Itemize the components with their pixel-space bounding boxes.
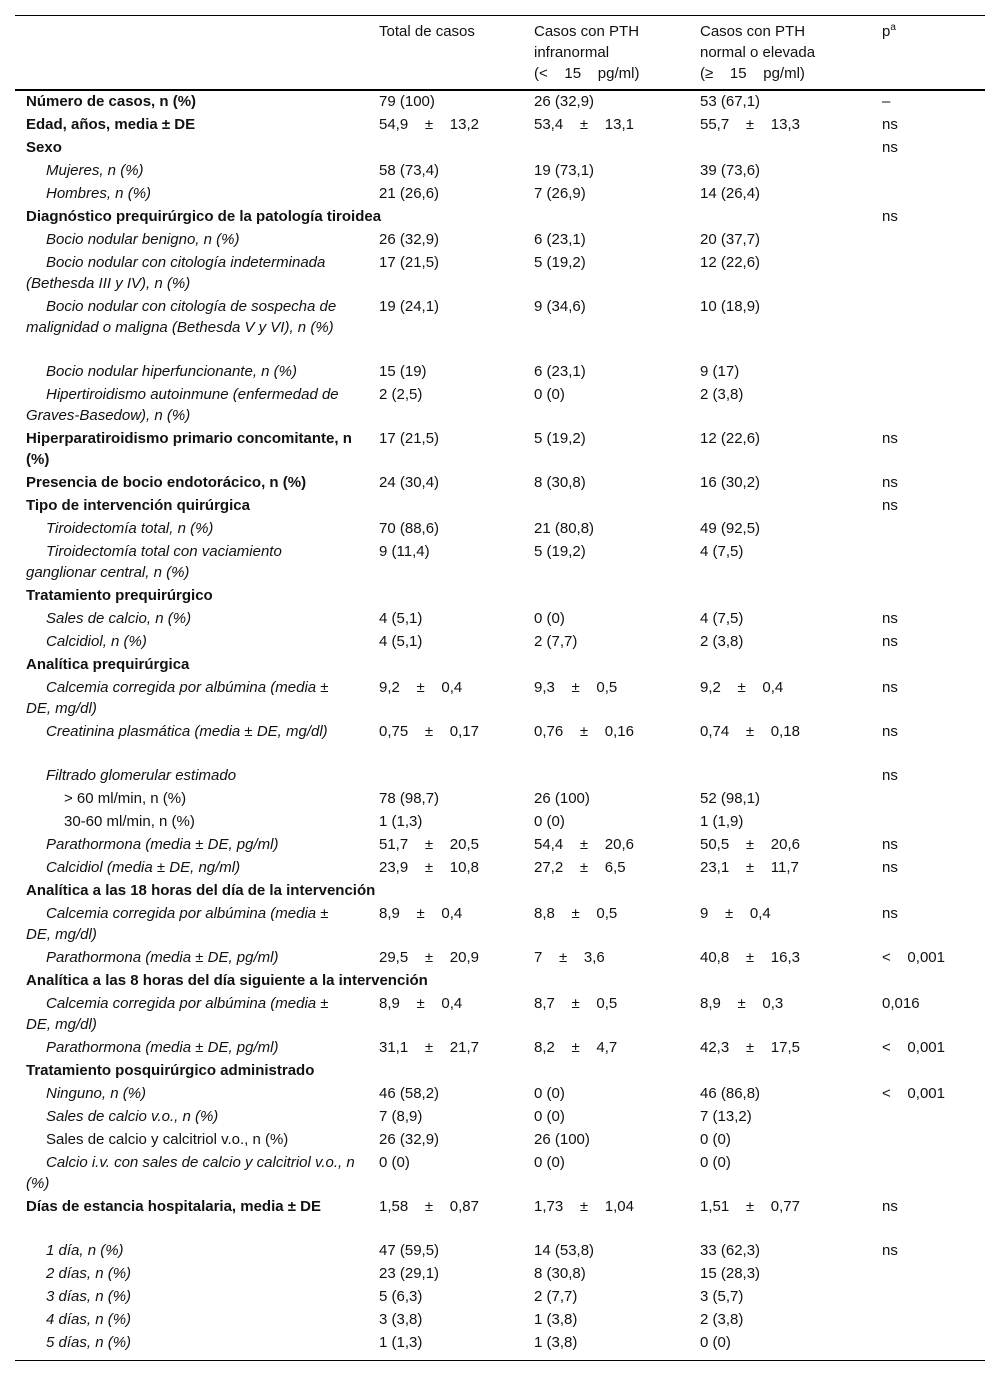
- cell-normal: 3 (5,7): [700, 1288, 744, 1305]
- cell-p: ns: [882, 116, 898, 133]
- cell-total: 19 (24,1): [379, 298, 440, 315]
- cell-infra: 0 (0): [534, 386, 565, 403]
- cell-p: ns: [882, 723, 898, 740]
- row-label: Analítica a las 8 horas del día siguiente a la intervención: [26, 972, 428, 989]
- row-label: Días de estancia hospitalaria, media ± DE: [26, 1198, 322, 1215]
- table-row: [0, 206, 1000, 229]
- table-row: [0, 811, 1000, 834]
- row-label: Analítica prequirúrgica: [26, 656, 190, 673]
- cell-normal: 39 (73,6): [700, 162, 761, 179]
- cell-normal: 9,2 ± 0,4: [700, 679, 784, 696]
- cell-infra: 6 (23,1): [534, 231, 586, 248]
- row-label: Presencia de bocio endotorácico, n (%): [26, 474, 307, 491]
- row-label: Parathormona (media ± DE, pg/ml): [46, 1039, 279, 1056]
- cell-p: 0,016: [882, 995, 920, 1012]
- cell-normal: 49 (92,5): [700, 520, 761, 537]
- cell-infra: 0 (0): [534, 1085, 565, 1102]
- cell-normal: 2 (3,8): [700, 633, 744, 650]
- table-row: [0, 296, 1000, 361]
- cell-total: 26 (32,9): [379, 231, 440, 248]
- row-label: Diagnóstico prequirúrgico de la patología tiroidea: [26, 208, 382, 225]
- table-row: [0, 229, 1000, 252]
- row-label: Bocio nodular hiperfuncionante, n (%): [46, 363, 297, 380]
- cell-p: ns: [882, 679, 898, 696]
- cell-total: 31,1 ± 21,7: [379, 1039, 479, 1056]
- cell-normal: 46 (86,8): [700, 1085, 761, 1102]
- row-label: Calcemia corregida por albúmina (media ± DE, mg/dl): [26, 905, 329, 943]
- cell-normal: 42,3 ± 17,5: [700, 1039, 800, 1056]
- table-row: [0, 472, 1000, 495]
- cell-normal: 7 (13,2): [700, 1108, 752, 1125]
- cell-normal: 1,51 ± 0,77: [700, 1198, 800, 1215]
- row-label: Parathormona (media ± DE, pg/ml): [46, 836, 279, 853]
- cell-infra: 54,4 ± 20,6: [534, 836, 634, 853]
- cell-total: 4 (5,1): [379, 610, 423, 627]
- cell-p: ns: [882, 767, 898, 784]
- cell-infra: 8 (30,8): [534, 1265, 586, 1282]
- cell-normal: 16 (30,2): [700, 474, 761, 491]
- row-label: Tipo de intervención quirúrgica: [26, 497, 250, 514]
- cell-infra: 9,3 ± 0,5: [534, 679, 618, 696]
- row-label: Sales de calcio y calcitriol v.o., n (%): [46, 1131, 289, 1148]
- table-row: [0, 585, 1000, 608]
- bottom-rule: [15, 1360, 985, 1361]
- cell-infra: 6 (23,1): [534, 363, 586, 380]
- cell-normal: 4 (7,5): [700, 543, 744, 560]
- row-label: Filtrado glomerular estimado: [46, 767, 237, 784]
- cell-normal: 10 (18,9): [700, 298, 761, 315]
- cell-total: 3 (3,8): [379, 1311, 423, 1328]
- cell-infra: 0 (0): [534, 1108, 565, 1125]
- cell-total: 17 (21,5): [379, 254, 440, 271]
- row-label: Tiroidectomía total con vaciamiento ganglionar central, n (%): [26, 543, 282, 581]
- cell-normal: 12 (22,6): [700, 430, 761, 447]
- cell-normal: 14 (26,4): [700, 185, 761, 202]
- cell-total: 9 (11,4): [379, 543, 430, 560]
- row-label: > 60 ml/min, n (%): [64, 790, 187, 807]
- row-label: Calcio i.v. con sales de calcio y calcitriol v.o., n (%): [26, 1154, 355, 1192]
- cell-p: < 0,001: [882, 1085, 945, 1102]
- cell-infra: 5 (19,2): [534, 254, 586, 271]
- row-label: Calcemia corregida por albúmina (media ± DE, mg/dl): [26, 679, 329, 717]
- table-row: [0, 1060, 1000, 1083]
- row-label: Parathormona (media ± DE, pg/ml): [46, 949, 279, 966]
- cell-total: 1 (1,3): [379, 1334, 423, 1351]
- table-row: [0, 970, 1000, 993]
- cell-p: ns: [882, 1198, 898, 1215]
- cell-total: 26 (32,9): [379, 1131, 440, 1148]
- header-total: Total de casos: [379, 23, 475, 40]
- cell-infra: 8 (30,8): [534, 474, 586, 491]
- table-row: [0, 1263, 1000, 1286]
- cell-total: 15 (19): [379, 363, 427, 380]
- cell-infra: 9 (34,6): [534, 298, 586, 315]
- cell-normal: 23,1 ± 11,7: [700, 859, 799, 876]
- table-row: [0, 903, 1000, 947]
- table-row: [0, 765, 1000, 788]
- table-row: [0, 1240, 1000, 1263]
- cell-normal: 15 (28,3): [700, 1265, 761, 1282]
- cell-normal: 1 (1,9): [700, 813, 744, 830]
- table-row: [0, 834, 1000, 857]
- cell-normal: 2 (3,8): [700, 386, 744, 403]
- row-label: Tiroidectomía total, n (%): [46, 520, 214, 537]
- cell-infra: 5 (19,2): [534, 430, 586, 447]
- header-pth-infranormal: Casos con PTH infranormal (< 15 pg/ml): [534, 23, 640, 82]
- row-label: Creatinina plasmática (media ± DE, mg/dl): [46, 723, 328, 740]
- cell-total: 54,9 ± 13,2: [379, 116, 479, 133]
- row-label: Bocio nodular con citología indeterminada (Bethesda III y IV), n (%): [26, 254, 326, 292]
- table-row: [0, 114, 1000, 137]
- row-label: Ninguno, n (%): [46, 1085, 147, 1102]
- cell-p: < 0,001: [882, 949, 945, 966]
- row-label: Hombres, n (%): [46, 185, 152, 202]
- table-row: [0, 857, 1000, 880]
- cell-p: ns: [882, 139, 898, 156]
- table-row: [0, 160, 1000, 183]
- table-row: [0, 495, 1000, 518]
- cell-total: 1 (1,3): [379, 813, 423, 830]
- cell-total: 0 (0): [379, 1154, 410, 1171]
- row-label: 2 días, n (%): [46, 1265, 132, 1282]
- cell-infra: 26 (100): [534, 790, 590, 807]
- table-row: [0, 880, 1000, 903]
- cell-total: 29,5 ± 20,9: [379, 949, 479, 966]
- cell-normal: 8,9 ± 0,3: [700, 995, 784, 1012]
- table-row: [0, 677, 1000, 721]
- cell-p: ns: [882, 859, 898, 876]
- cell-p: ns: [882, 208, 898, 225]
- cell-total: 51,7 ± 20,5: [379, 836, 479, 853]
- cell-infra: 14 (53,8): [534, 1242, 595, 1259]
- cell-normal: 20 (37,7): [700, 231, 761, 248]
- table-row: [0, 1309, 1000, 1332]
- table-row: [0, 137, 1000, 160]
- cell-infra: 5 (19,2): [534, 543, 586, 560]
- cell-total: 2 (2,5): [379, 386, 423, 403]
- row-label: Calcemia corregida por albúmina (media ± DE, mg/dl): [26, 995, 329, 1033]
- row-label: 1 día, n (%): [46, 1242, 124, 1259]
- cell-total: 4 (5,1): [379, 633, 423, 650]
- cell-total: 23 (29,1): [379, 1265, 440, 1282]
- table-row: [0, 252, 1000, 296]
- cell-normal: 2 (3,8): [700, 1311, 744, 1328]
- cell-normal: 12 (22,6): [700, 254, 761, 271]
- cell-p: ns: [882, 497, 898, 514]
- row-label: Calcidiol, n (%): [46, 633, 147, 650]
- cell-total: 23,9 ± 10,8: [379, 859, 479, 876]
- table-row: [0, 518, 1000, 541]
- row-label: Bocio nodular con citología de sospecha de malignidad o maligna (Bethesda V y VI), n (%): [26, 298, 337, 336]
- cell-total: 17 (21,5): [379, 430, 440, 447]
- cell-p: ns: [882, 430, 898, 447]
- row-label: Sexo: [26, 139, 62, 156]
- cell-infra: 1 (3,8): [534, 1334, 578, 1351]
- cell-total: 78 (98,7): [379, 790, 440, 807]
- table-row: [0, 1196, 1000, 1240]
- row-label: 5 días, n (%): [46, 1334, 132, 1351]
- table-row: [0, 428, 1000, 472]
- header-p-letter: p: [882, 23, 891, 40]
- row-label: 3 días, n (%): [46, 1288, 132, 1305]
- table-row: [0, 1332, 1000, 1355]
- row-label: Sales de calcio v.o., n (%): [46, 1108, 219, 1125]
- row-label: 30-60 ml/min, n (%): [64, 813, 195, 830]
- cell-normal: 0 (0): [700, 1154, 731, 1171]
- cell-p: ns: [882, 836, 898, 853]
- table-row: [0, 1152, 1000, 1196]
- cell-infra: 7 ± 3,6: [534, 949, 605, 966]
- cell-normal: 40,8 ± 16,3: [700, 949, 800, 966]
- row-label: Calcidiol (media ± DE, ng/ml): [46, 859, 241, 876]
- cell-infra: 1,73 ± 1,04: [534, 1198, 634, 1215]
- cell-infra: 21 (80,8): [534, 520, 595, 537]
- cell-p: ns: [882, 905, 898, 922]
- table-row: [0, 1037, 1000, 1060]
- cell-total: 47 (59,5): [379, 1242, 440, 1259]
- row-label: Tratamiento prequirúrgico: [26, 587, 213, 604]
- table-row: [0, 654, 1000, 677]
- cell-normal: 50,5 ± 20,6: [700, 836, 800, 853]
- top-rule: [15, 15, 985, 16]
- cell-infra: 8,8 ± 0,5: [534, 905, 618, 922]
- cell-infra: 0 (0): [534, 813, 565, 830]
- cell-normal: 0 (0): [700, 1334, 731, 1351]
- cell-normal: 0,74 ± 0,18: [700, 723, 800, 740]
- cell-infra: 0 (0): [534, 610, 565, 627]
- header-p-footnote: a: [890, 22, 896, 33]
- table-row: [0, 384, 1000, 428]
- cell-total: 46 (58,2): [379, 1085, 440, 1102]
- table-row: [0, 541, 1000, 585]
- cell-total: 79 (100): [379, 93, 435, 110]
- cell-total: 21 (26,6): [379, 185, 440, 202]
- cell-total: 9,2 ± 0,4: [379, 679, 463, 696]
- row-label: 4 días, n (%): [46, 1311, 132, 1328]
- table-row: [0, 993, 1000, 1037]
- cell-total: 58 (73,4): [379, 162, 440, 179]
- row-label: Mujeres, n (%): [46, 162, 144, 179]
- cell-infra: 0 (0): [534, 1154, 565, 1171]
- cell-infra: 53,4 ± 13,1: [534, 116, 634, 133]
- cell-infra: 19 (73,1): [534, 162, 595, 179]
- table-row: [0, 183, 1000, 206]
- cell-normal: 52 (98,1): [700, 790, 761, 807]
- table-row: [0, 1106, 1000, 1129]
- cell-total: 7 (8,9): [379, 1108, 423, 1125]
- cell-infra: 0,76 ± 0,16: [534, 723, 634, 740]
- cell-infra: 2 (7,7): [534, 1288, 578, 1305]
- cell-total: 5 (6,3): [379, 1288, 423, 1305]
- cell-infra: 8,2 ± 4,7: [534, 1039, 618, 1056]
- row-label: Bocio nodular benigno, n (%): [46, 231, 240, 248]
- table-row: [0, 631, 1000, 654]
- table-row: [0, 91, 1000, 114]
- header-p-value: [882, 21, 896, 42]
- cell-normal: 53 (67,1): [700, 93, 761, 110]
- cell-normal: 55,7 ± 13,3: [700, 116, 800, 133]
- cell-infra: 26 (100): [534, 1131, 590, 1148]
- cell-total: 24 (30,4): [379, 474, 440, 491]
- cell-total: 0,75 ± 0,17: [379, 723, 479, 740]
- table-row: [0, 721, 1000, 765]
- table-row: [0, 608, 1000, 631]
- table-row: [0, 361, 1000, 384]
- cell-normal: 9 (17): [700, 363, 740, 380]
- cell-p: –: [882, 93, 891, 110]
- cell-p: ns: [882, 610, 898, 627]
- cell-total: 1,58 ± 0,87: [379, 1198, 479, 1215]
- cell-infra: 26 (32,9): [534, 93, 595, 110]
- cell-p: ns: [882, 1242, 898, 1259]
- row-label: Tratamiento posquirúrgico administrado: [26, 1062, 315, 1079]
- table-row: [0, 947, 1000, 970]
- table-row: [0, 1129, 1000, 1152]
- cell-total: 8,9 ± 0,4: [379, 995, 463, 1012]
- cell-normal: 9 ± 0,4: [700, 905, 771, 922]
- table-row: [0, 1286, 1000, 1309]
- cell-infra: 27,2 ± 6,5: [534, 859, 626, 876]
- cell-p: ns: [882, 474, 898, 491]
- row-label: Analítica a las 18 horas del día de la intervención: [26, 882, 376, 899]
- cell-p: < 0,001: [882, 1039, 945, 1056]
- row-label: Número de casos, n (%): [26, 93, 197, 110]
- row-label: Hipertiroidismo autoinmune (enfermedad de Graves-Basedow), n (%): [26, 386, 339, 424]
- table-row: [0, 788, 1000, 811]
- row-label: Hiperparatiroidismo primario concomitante, n (%): [26, 430, 352, 468]
- row-label: Edad, años, media ± DE: [26, 116, 196, 133]
- header-pth-normal: Casos con PTH normal o elevada (≥ 15 pg/ml): [700, 23, 816, 82]
- cell-normal: 33 (62,3): [700, 1242, 761, 1259]
- cell-normal: 4 (7,5): [700, 610, 744, 627]
- row-label: Sales de calcio, n (%): [46, 610, 192, 627]
- cell-infra: 1 (3,8): [534, 1311, 578, 1328]
- cell-total: 70 (88,6): [379, 520, 440, 537]
- cell-infra: 8,7 ± 0,5: [534, 995, 618, 1012]
- cell-p: ns: [882, 633, 898, 650]
- cell-total: 8,9 ± 0,4: [379, 905, 463, 922]
- table-row: [0, 1083, 1000, 1106]
- cell-infra: 2 (7,7): [534, 633, 578, 650]
- cell-infra: 7 (26,9): [534, 185, 586, 202]
- cell-normal: 0 (0): [700, 1131, 731, 1148]
